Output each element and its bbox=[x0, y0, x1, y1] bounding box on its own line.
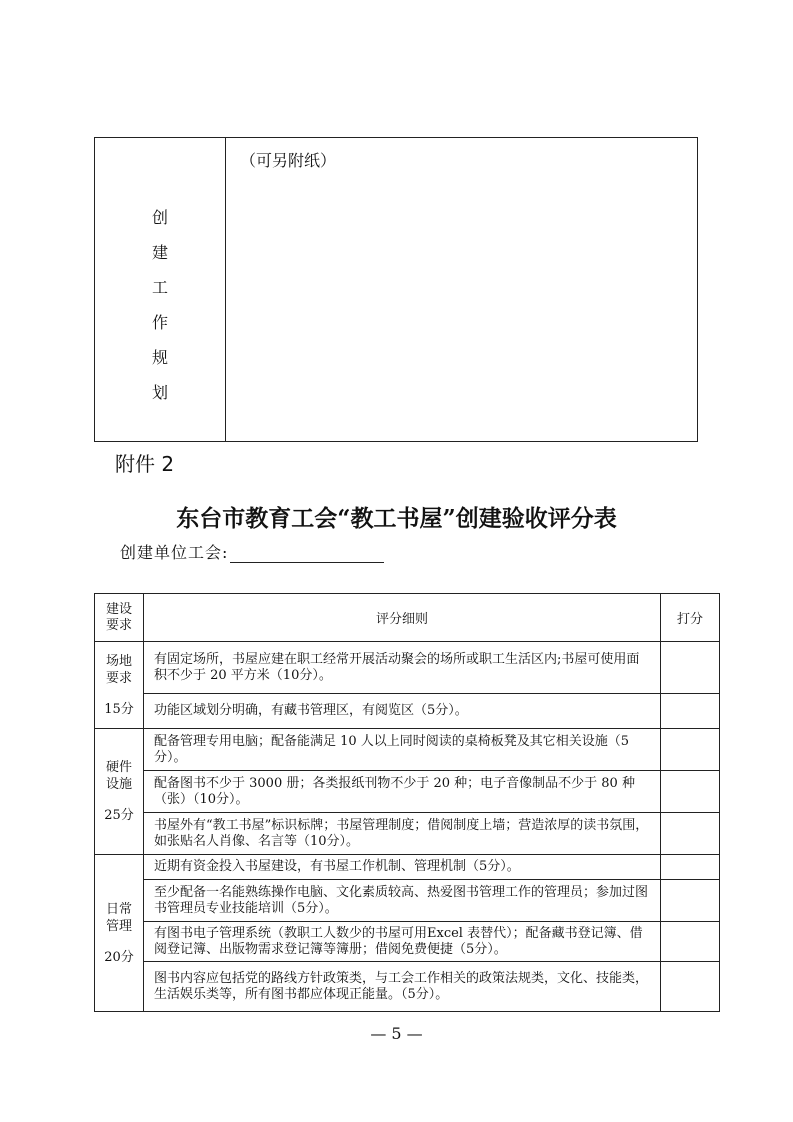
score-input-cell[interactable] bbox=[661, 642, 720, 694]
criteria-cell: 有固定场所，书屋应建在职工经常开展活动聚会的场所或职工生活区内;书屋可使用面积不少于 20 平方米（10分）。 bbox=[144, 642, 661, 694]
header-score: 打分 bbox=[661, 594, 720, 642]
unit-label: 创建单位工会: bbox=[120, 543, 229, 562]
criteria-cell: 书屋外有“教工书屋”标识标牌；书屋管理制度；借阅制度上墙；营造浓厚的读书氛围，如张贴名人肖像、名言等（10分）。 bbox=[144, 813, 661, 855]
table-row bbox=[95, 729, 720, 771]
score-input-cell[interactable] bbox=[661, 855, 720, 880]
table-row bbox=[95, 855, 720, 880]
category-name: 硬件 bbox=[105, 760, 132, 775]
criteria-cell: 配备管理专用电脑；配备能满足 10 人以上同时阅读的桌椅板凳及其它相关设施（5分）。 bbox=[144, 729, 661, 771]
document-title: 东台市教育工会“教工书屋”创建验收评分表 bbox=[176, 505, 617, 532]
unit-field bbox=[120, 540, 384, 563]
score-input-cell[interactable] bbox=[661, 771, 720, 813]
criteria-cell: 近期有资金投入书屋建设，有书屋工作机制、管理机制（5分）。 bbox=[144, 855, 661, 880]
category-name: 日常 bbox=[105, 901, 132, 917]
unit-blank-line[interactable] bbox=[230, 547, 384, 563]
header-requirement bbox=[95, 594, 144, 642]
plan-content-cell[interactable] bbox=[226, 138, 697, 441]
scoring-table bbox=[94, 593, 720, 1012]
criteria-cell: 图书内容应包括党的路线方针政策类，与工会工作相关的政策法规类，文化、技能类，生活娱乐类等，所有图书都应体现正能量。（5分）。 bbox=[144, 962, 661, 1012]
criteria-cell: 有图书电子管理系统（教职工人数少的书屋可用Excel 表替代）；配备藏书登记簿、借阅登记簿、出版物需求登记簿等簿册；借阅免费便捷（5分）。 bbox=[144, 922, 661, 962]
table-row bbox=[95, 880, 720, 922]
score-input-cell[interactable] bbox=[661, 962, 720, 1012]
plan-label-char: 划 bbox=[151, 382, 168, 402]
plan-label-char: 工 bbox=[151, 277, 168, 297]
category-name: 场地 bbox=[105, 653, 132, 669]
score-input-cell[interactable] bbox=[661, 694, 720, 729]
category-name: 设施 bbox=[105, 777, 132, 792]
criteria-cell: 配备图书不少于 3000 册；各类报纸刊物不少于 20 种；电子音像制品不少于 80 种（张）（10分）。 bbox=[144, 771, 661, 813]
plan-label-char: 作 bbox=[151, 312, 168, 332]
table-row bbox=[95, 962, 720, 1012]
plan-note: （可另附纸） bbox=[240, 151, 337, 170]
category-name: 要求 bbox=[105, 670, 132, 686]
page-number: — 5 — bbox=[370, 1024, 423, 1043]
plan-label-char: 建 bbox=[151, 242, 168, 262]
category-cell bbox=[95, 729, 144, 855]
header-requirement-line: 要求 bbox=[105, 617, 132, 633]
header-requirement-line: 建设 bbox=[105, 601, 132, 617]
plan-label-char: 创 bbox=[151, 207, 168, 227]
criteria-cell: 至少配备一名能熟练操作电脑、文化素质较高、热爱图书管理工作的管理员；参加过图书管理员专业技能培训（5分）。 bbox=[144, 880, 661, 922]
criteria-cell: 功能区域划分明确，有藏书管理区，有阅览区（5分）。 bbox=[144, 694, 661, 729]
table-header-row bbox=[95, 594, 720, 642]
table-row bbox=[95, 694, 720, 729]
category-points: 25分 bbox=[104, 808, 134, 823]
table-row bbox=[95, 642, 720, 694]
plan-label-char: 规 bbox=[151, 347, 168, 367]
score-input-cell[interactable] bbox=[661, 922, 720, 962]
category-name: 管理 bbox=[105, 918, 132, 934]
category-cell bbox=[95, 855, 144, 1012]
attachment-label: 附件 2 bbox=[115, 452, 175, 476]
category-points: 15分 bbox=[104, 701, 134, 717]
table-row bbox=[95, 922, 720, 962]
category-points: 20分 bbox=[104, 949, 134, 965]
score-input-cell[interactable] bbox=[661, 813, 720, 855]
header-detail: 评分细则 bbox=[144, 594, 661, 642]
plan-label-cell bbox=[95, 138, 226, 441]
score-input-cell[interactable] bbox=[661, 880, 720, 922]
table-row bbox=[95, 771, 720, 813]
plan-table bbox=[94, 137, 698, 442]
score-input-cell[interactable] bbox=[661, 729, 720, 771]
table-row bbox=[95, 813, 720, 855]
category-cell bbox=[95, 642, 144, 729]
